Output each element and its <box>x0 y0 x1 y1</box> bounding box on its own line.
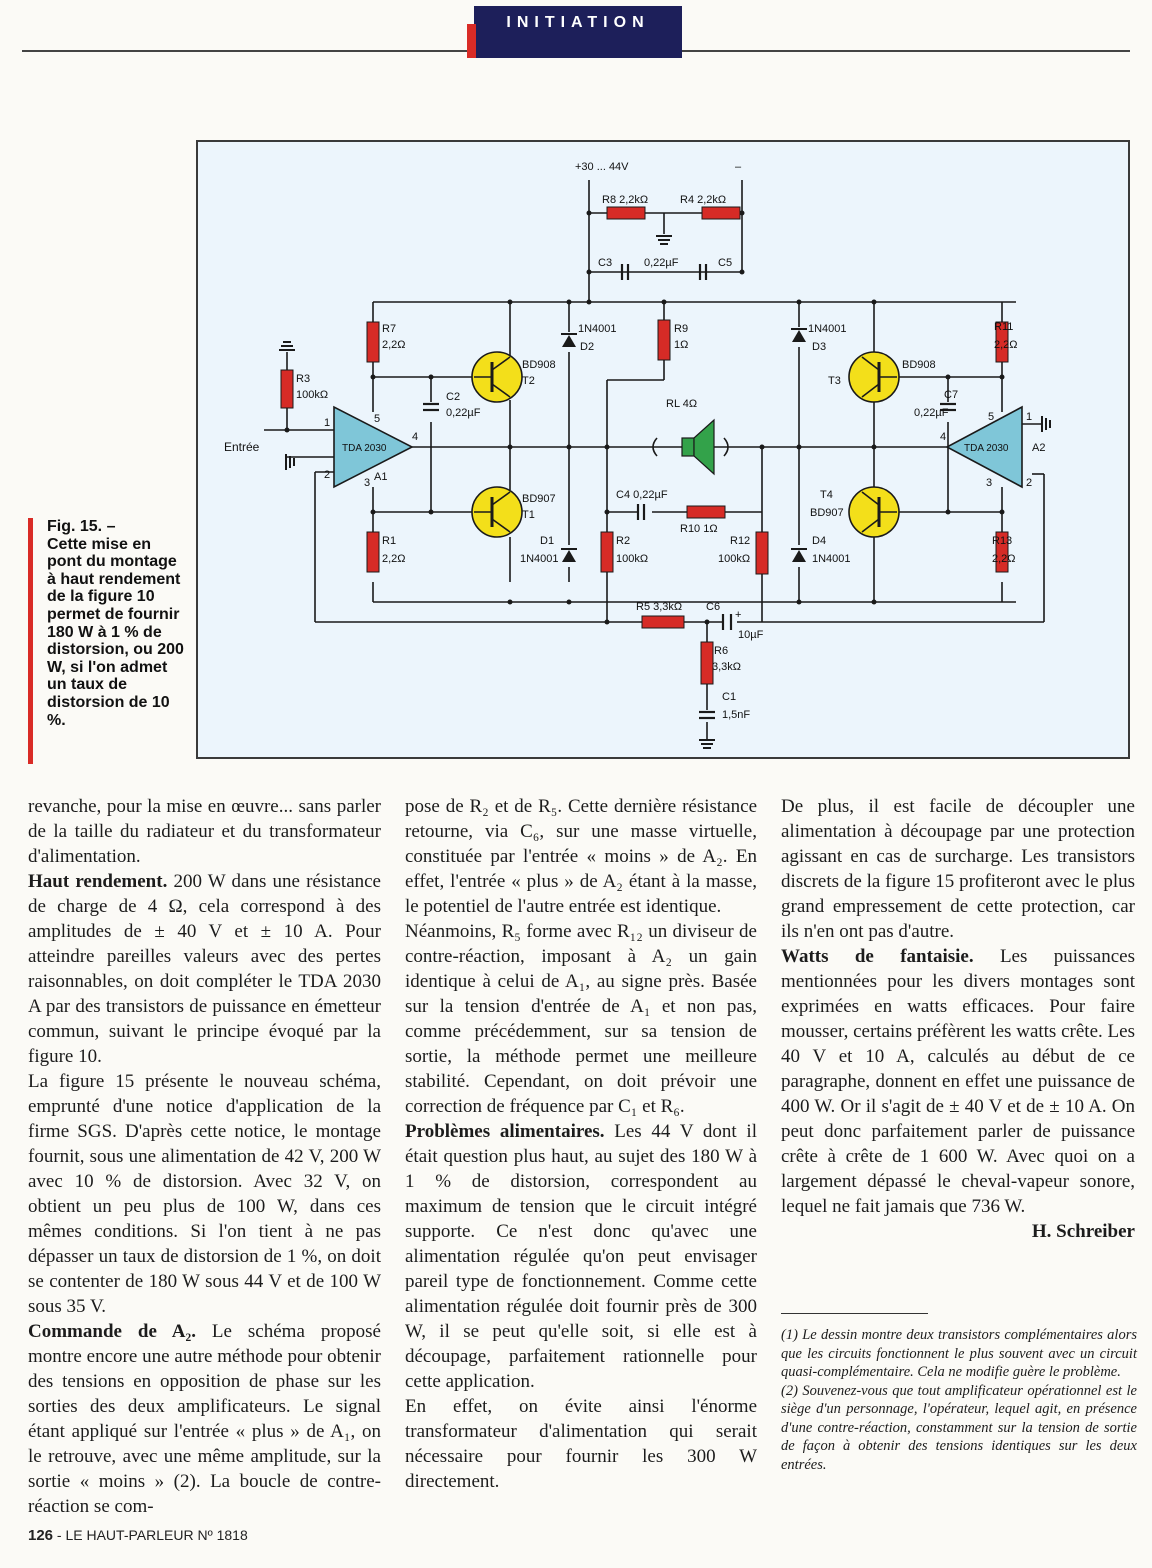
lbl-c6-plus: + <box>735 609 742 621</box>
circuit-schematic <box>198 142 1130 759</box>
lbl-r1: R1 <box>382 535 397 547</box>
paragraph: En effet, on évite ainsi l'énorme transformateur d'alimentation qui serait nécessaire pour fournir les 300 W directement. <box>405 1396 757 1492</box>
paragraph: La figure 15 présente le nouveau schéma, emprunté d'une notice d'application de la firme SGS. D'après cette notice, le montage fournit, sous une alimentation de 42 V, 200 W avec 10 % de distorsion. Avec 32 V, on obtient un peu plus de 100 W, dans ces mêmes conditions. Si l'on tient à ne pas dépasser un taux de distorsion de 1 %, on doit se contenter de 180 W sous 44 V et de 100 W sous 35 V. <box>28 1071 381 1317</box>
lbl-r4: R4 2,2kΩ <box>680 194 727 206</box>
lbl-r3v: 100kΩ <box>296 389 329 401</box>
lbl-c6: C6 <box>706 601 721 613</box>
lbl-t3: T3 <box>828 375 841 387</box>
paragraph-text: Les 44 V dont il était question plus haut, au sujet des 180 W à 1 % de distorsion, correspondent au maximum de tension que le circuit intégré supporte. Ce n'est donc qu'avec une alimentation régulée qu'on peut envisager pareil type de fonctionnement. Comme cette alimentation régulée doit fournir près de 300 W, il se peut qu'elle soit, si elle est à découpage, parfaitement rationnelle pour cette application. <box>405 1121 757 1392</box>
lbl-c4: C4 0,22µF <box>616 489 668 501</box>
lbl-rl: RL 4Ω <box>666 398 698 410</box>
lbl-supply: +30 ... 44V <box>575 161 629 173</box>
paragraph-lead: Haut rendement. <box>28 871 168 892</box>
lbl-r10: R10 1Ω <box>680 523 718 535</box>
lbl-pin4b: 4 <box>940 431 947 443</box>
lbl-d2: D2 <box>580 341 595 353</box>
lbl-c35: 0,22µF <box>644 257 679 269</box>
figure-caption <box>28 518 188 729</box>
lbl-c6v: 10µF <box>738 629 764 641</box>
lbl-c7: C7 <box>944 389 959 401</box>
lbl-r2v: 100kΩ <box>616 553 649 565</box>
text-column-1 <box>28 794 381 1519</box>
paragraph <box>28 1319 381 1519</box>
page-footer <box>28 1527 248 1544</box>
lbl-t3-type: BD908 <box>902 359 936 371</box>
lbl-d1-type: 1N4001 <box>520 553 559 565</box>
footnotes <box>781 1326 1137 1474</box>
lbl-tda2: TDA 2030 <box>964 443 1009 454</box>
lbl-pin4: 4 <box>412 431 419 443</box>
lbl-t2: T2 <box>522 375 535 387</box>
lbl-r12v: 100kΩ <box>718 553 751 565</box>
paragraph <box>405 1119 757 1394</box>
lbl-pin2: 2 <box>324 469 331 481</box>
lbl-pin5: 5 <box>374 413 381 425</box>
paragraph-text: Les puissances mentionnées pour les divers montages sont exprimées en watts efficaces. Pour faire mousser, certains préfèrent les watts crête. Les 40 V et 10 A, calculés au début de ce paragraphe, donnent en effet une puissance de 400 W. Or il s'agit de ± 40 V et de ± 10 A. On peut donc parfaitement parler de puissance crête à crête de 1 600 W. Avec quoi on a largement dépassé le cheval-vapeur sonore, lequel ne fait jamais que 736 W. <box>781 946 1135 1217</box>
lbl-c3: C3 <box>598 257 613 269</box>
section-title: INITIATION <box>506 14 650 31</box>
lbl-pin5b: 5 <box>988 411 995 423</box>
lbl-d3: D3 <box>812 341 827 353</box>
paragraph: pose de R₂ et de R₅. Cette dernière résistance retourne, via C₆, sur une masse virtuelle, constituée par l'entrée « moins » de A₂. En effet, l'entrée « plus » de A₂ étant à la masse, le potentiel de l'autre entrée est identique. <box>405 796 757 917</box>
paragraph-lead: Watts de fantaisie. <box>781 946 974 967</box>
circuit-figure <box>196 140 1130 759</box>
lbl-t1: T1 <box>522 509 535 521</box>
lbl-c1v: 1,5nF <box>722 709 751 721</box>
lbl-r8: R8 2,2kΩ <box>602 194 649 206</box>
footnote-1: (1) Le dessin montre deux transistors complémentaires alors que les circuits fonctionnent le plus souvent avec un circuit quasi-complémentaire. Cela ne modifie guère le problème. <box>781 1327 1137 1380</box>
lbl-r9v: 1Ω <box>674 339 689 351</box>
lbl-d4-type: 1N4001 <box>812 553 851 565</box>
caption-title: Fig. 15. – <box>47 518 116 535</box>
text-column-2 <box>405 794 757 1494</box>
footnote-rule <box>781 1313 928 1314</box>
lbl-r13v: 2,2Ω <box>992 553 1016 565</box>
paragraph: De plus, il est facile de découpler une alimentation à découpage par une protection agissant en cas de surcharge. Les transistors discrets de la figure 15 profiteront avec le plus grand empressement de cette protection, car ils n'en ont pas d'autre. <box>781 796 1135 942</box>
caption-body: Cette mise en pont du montage à haut rendement de la figure 10 permet de fournir 180 W à 1 % de distorsion, ou 200 W, si l'on admet un taux de distorsion de 10 %. <box>47 535 184 729</box>
lbl-t4: T4 <box>820 489 833 501</box>
lbl-r6v: 3,3kΩ <box>712 661 742 673</box>
lbl-c2v: 0,22µF <box>446 407 481 419</box>
lbl-pin2b: 2 <box>1026 477 1033 489</box>
lbl-minus: – <box>735 161 742 173</box>
lbl-r6: R6 <box>714 645 729 657</box>
lbl-d1: D1 <box>540 535 555 547</box>
lbl-d4: D4 <box>812 535 827 547</box>
paragraph: revanche, pour la mise en œuvre... sans parler de la taille du radiateur et du transformateur d'alimentation. <box>28 796 381 867</box>
lbl-r7: R7 <box>382 323 397 335</box>
lbl-r7v: 2,2Ω <box>382 339 406 351</box>
lbl-r5: R5 3,3kΩ <box>636 601 683 613</box>
lbl-pin3b: 3 <box>986 477 993 489</box>
lbl-a2: A2 <box>1032 442 1046 454</box>
lbl-c5: C5 <box>718 257 733 269</box>
lbl-tda1: TDA 2030 <box>342 443 387 454</box>
lbl-t1-type: BD907 <box>522 493 556 505</box>
lbl-r1v: 2,2Ω <box>382 553 406 565</box>
text-column-3 <box>781 794 1135 1244</box>
lbl-pin3: 3 <box>364 477 371 489</box>
lbl-c2: C2 <box>446 391 461 403</box>
lbl-t2-type: BD908 <box>522 359 556 371</box>
lbl-entree: Entrée <box>224 440 260 454</box>
author-signature: H. Schreiber <box>1031 1221 1135 1242</box>
lbl-pin1: 1 <box>324 417 331 429</box>
paragraph <box>28 869 381 1069</box>
magazine-name: - LE HAUT-PARLEUR Nº 1818 <box>56 1527 248 1543</box>
lbl-c1: C1 <box>722 691 737 703</box>
footnote-2: (2) Souvenez-vous que tout amplificateur opérationnel est le siège d'un personnage, l'opérateur, lequel agit, en présence d'une contre-réaction, constamment sur la tension de sortie de façon à obtenir des tensions identiques sur les deux entrées. <box>781 1382 1137 1473</box>
lbl-r11v: 2,2Ω <box>994 339 1018 351</box>
lbl-r9: R9 <box>674 323 689 335</box>
lbl-r2: R2 <box>616 535 631 547</box>
paragraph-lead: Commande de A₂. <box>28 1321 196 1342</box>
lbl-c7v: 0,22µF <box>914 407 949 419</box>
lbl-pin1b: 1 <box>1026 411 1033 423</box>
lbl-r3: R3 <box>296 373 311 385</box>
lbl-d2-type: 1N4001 <box>578 323 617 335</box>
lbl-r12: R12 <box>730 535 751 547</box>
lbl-d3-type: 1N4001 <box>808 323 847 335</box>
paragraph-lead: Problèmes alimentaires. <box>405 1121 605 1142</box>
lbl-r13: R13 <box>992 535 1013 547</box>
lbl-t4-type: BD907 <box>810 507 844 519</box>
paragraph-text: 200 W dans une résistance de charge de 4 Ω, cela correspond à des amplitudes de ± 40 V et ± 10 A. Pour atteindre pareilles valeurs avec des pertes raisonnables, on doit compléter le TDA 2030 A par des transistors de puissance en émetteur commun, suivant le principe évoqué par la figure 10. <box>28 871 381 1067</box>
paragraph <box>781 944 1135 1219</box>
lbl-a1: A1 <box>374 471 388 483</box>
paragraph-text: Le schéma proposé montre encore une autre méthode pour obtenir des tensions en opposition de phase sur les sorties des deux amplificateurs. Le signal étant appliqué sur l'entrée « plus » de A₁, on le retrouve, avec une même amplitude, sur la sortie « moins » (2). La boucle de contre-réaction se com- <box>28 1321 381 1517</box>
paragraph: Néanmoins, R₅ forme avec R₁₂ un diviseur de contre-réaction, imposant à A₂ un gain identique à celui de A₁, au signe près. Basée sur la tension d'entrée de A₁ et non pas, comme précédemment, sur sa tension de sortie, la méthode permet une meilleure stabilité. Cependant, on doit prévoir une correction de fréquence par C₁ et R₆. <box>405 921 757 1117</box>
lbl-r11: R11 <box>994 321 1014 333</box>
page-number: 126 <box>28 1527 54 1544</box>
